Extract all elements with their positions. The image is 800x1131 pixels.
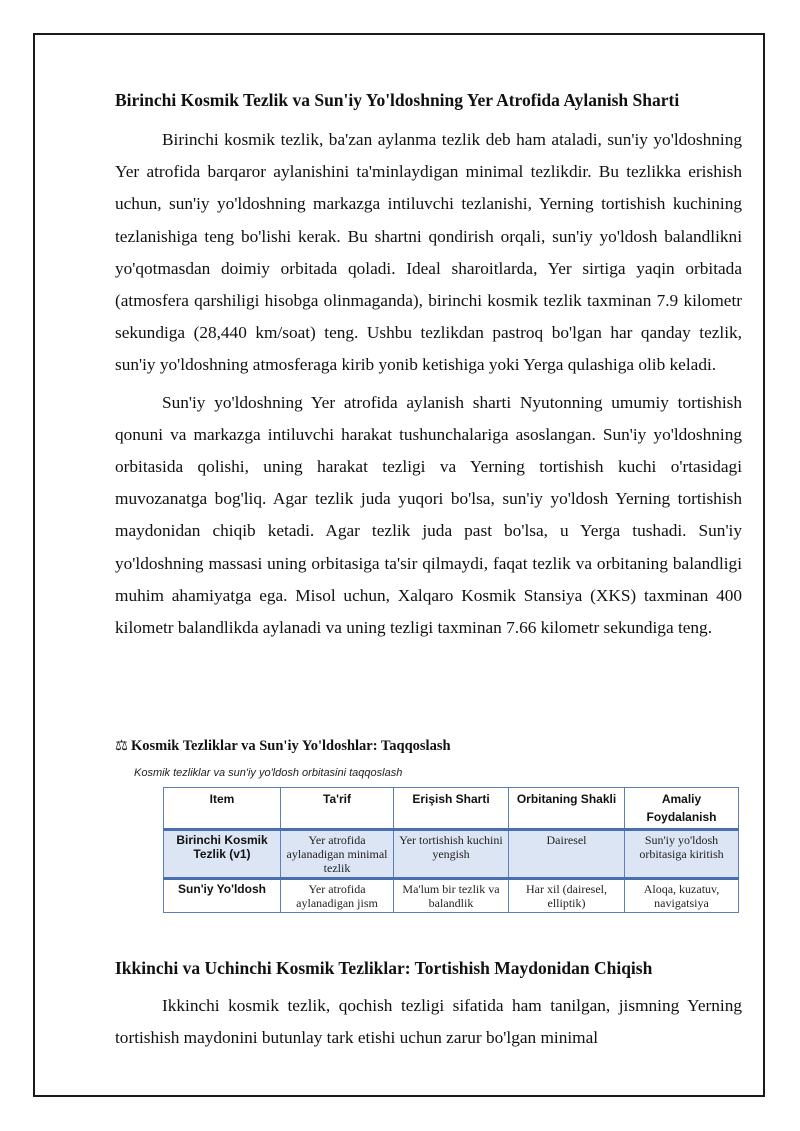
section-1-paragraph-1: Birinchi kosmik tezlik, ba'zan aylanma tezlik deb ham ataladi, sun'iy yo'ldoshning Yer atrofida barqaror aylanishini ta'minlaydigan minimal tezlikdir. Bu tezlikka erishish uchun, sun'iy yo'ldoshning markazga intiluvchi tezlanishi, Yerning tortishish kuchining tezlanishiga teng bo'lishi kerak. Bu shartni qondirish orqali, sun'iy yo'ldosh balandlikni yo'qotmasdan doimiy orbitada qoladi. Ideal sharoitlarda, Yer sirtiga yaqin orbitada (atmosfera qarshiligi hisobga olinmaganda), birinchi kosmik tezlik taxminan 7.9 kilometr sekundiga (28,440 km/soat) teng. Ushbu tezlikdan pastroq bo'lgan har qanday tezlik, sun'iy yo'ldoshning atmosferaga kirib yonib ketishiga yoki Yerga qulashiga olib keladi. xyxy=(115,130,742,375)
col-header-orbitaning-shakli: Orbitaning Shakli xyxy=(509,788,625,830)
section-2-heading: Ikkinchi va Uchinchi Kosmik Tezliklar: Tortishish Maydonidan Chiqish xyxy=(115,958,653,978)
table-header-row xyxy=(164,788,739,830)
table-cell: Aloqa, kuzatuv, navigatsiya xyxy=(625,879,739,913)
table-cell: Yer atrofida aylanadigan jism xyxy=(281,879,394,913)
table-cell: Birinchi Kosmik Tezlik (v1) xyxy=(164,830,281,879)
col-header-erishish-sharti: Erişish Sharti xyxy=(394,788,509,830)
table-cell: Har xil (dairesel, elliptik) xyxy=(509,879,625,913)
scales-icon: ⚖ xyxy=(115,738,128,754)
table-cell: Sun'iy yo'ldosh orbitasiga kiritish xyxy=(625,830,739,879)
table-title xyxy=(115,737,765,755)
col-header-amaliy-foydalanish: Amaliy Foydalanish xyxy=(625,788,739,830)
table-row xyxy=(164,879,739,913)
table-caption: Kosmik tezliklar va sun'iy yo'ldosh orbitasini taqqoslash xyxy=(134,767,403,779)
table-cell: Dairesel xyxy=(509,830,625,879)
section-2 xyxy=(115,957,742,1054)
section-2-paragraph-1: Ikkinchi kosmik tezlik, qochish tezligi sifatida ham tanilgan, jismning Yerning tortishish maydonini butunlay tark etishi uchun zarur bo'lgan minimal xyxy=(115,996,742,1048)
col-header-item: Item xyxy=(164,788,281,830)
table-title-text: Kosmik Tezliklar va Sun'iy Yo'ldoshlar: Taqqoslash xyxy=(131,738,451,754)
table-cell: Sun'iy Yo'ldosh xyxy=(164,879,281,913)
comparison-table xyxy=(163,787,739,913)
col-header-tarif: Ta'rif xyxy=(281,788,394,830)
comparison-table-block xyxy=(115,737,765,913)
section-1-paragraph-2: Sun'iy yo'ldoshning Yer atrofida aylanish sharti Nyutonning umumiy tortishish qonuni va markazga intiluvchi harakat tushunchalariga asoslangan. Sun'iy yo'ldoshning orbitasida qolishi, uning harakat tezligi va Yerning tortishish kuchi o'rtasidagi muvozanatga bog'liq. Agar tezlik juda yuqori bo'lsa, sun'iy yo'ldosh Yerning tortishish maydonidan chiqib ketadi. Agar tezlik juda past bo'lsa, u Yerga tushadi. Sun'iy yo'ldoshning massasi uning orbitasiga ta'sir qilmaydi, faqat tezlik va orbitaning balandligi muhim ahamiyatga ega. Misol uchun, Xalqaro Kosmik Stansiya (XKS) taxminan 400 kilometr balandlikda aylanadi va uning tezligi taxminan 7.66 kilometr sekundiga teng. xyxy=(115,392,742,638)
table-row xyxy=(164,830,739,879)
section-1-heading: Birinchi Kosmik Tezlik va Sun'iy Yo'ldoshning Yer Atrofida Aylanish Sharti xyxy=(115,90,680,110)
table-cell: Ma'lum bir tezlik va balandlik xyxy=(394,879,509,913)
table-cell: Yer atrofida aylanadigan minimal tezlik xyxy=(281,830,394,879)
table-cell: Yer tortishish kuchini yengish xyxy=(394,830,509,879)
section-1 xyxy=(115,89,742,644)
